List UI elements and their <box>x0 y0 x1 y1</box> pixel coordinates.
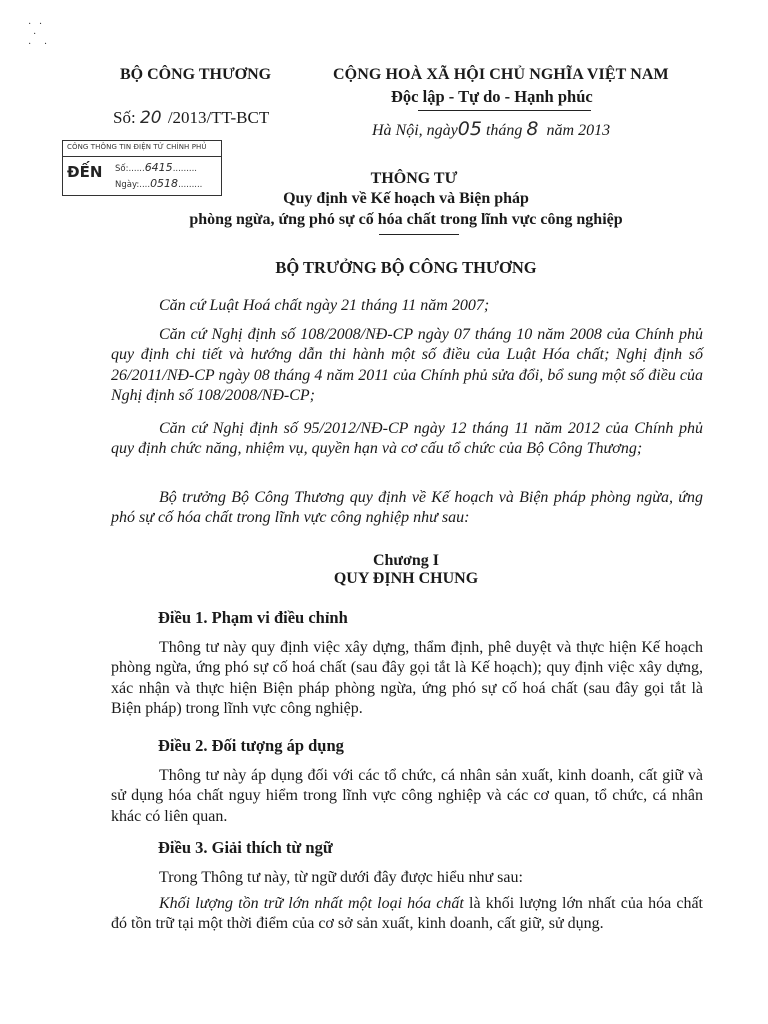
chapter-name: QUY ĐỊNH CHUNG <box>333 570 479 587</box>
preamble-paragraph <box>111 419 703 460</box>
article-body <box>111 868 703 888</box>
definition-paragraph <box>111 894 703 935</box>
preamble-text: Căn cứ Nghị định số 108/2008/NĐ-CP ngày 07 tháng 10 năm 2008 của Chính phủ quy định chi tiết và hướng dẫn thi hành một số điều của Luật Hóa chất; Nghị định số 26/2011/NĐ-CP ngày 08 tháng 4 năm 2011 của Chính phủ sửa đổi, bổ sung một số điều của Nghị định số 108/2008/NĐ-CP; <box>111 326 703 404</box>
stamp-number: Số:......6415......... <box>115 161 198 174</box>
date-month-handwritten: 8 <box>526 118 539 140</box>
issuer-name: BỘ CÔNG THƯƠNG <box>120 66 272 83</box>
preamble-paragraph <box>111 325 703 406</box>
preamble-paragraph <box>111 488 703 529</box>
article-body <box>111 638 703 719</box>
nation-name: CỘNG HOÀ XÃ HỘI CHỦ NGHĨA VIỆT NAM <box>333 66 669 83</box>
preamble-paragraph <box>111 296 703 316</box>
national-motto: Độc lập - Tự do - Hạnh phúc <box>391 87 593 106</box>
stamp-number-label: Số: <box>115 164 129 174</box>
definition-body: là khối lượng lớn nhất của hóa chất đó tồn trữ tại một thời điểm của cơ sở sản xuất, kinh doanh, cất giữ, sử dụng. <box>111 895 703 933</box>
document-type: THÔNG TƯ <box>370 170 458 187</box>
title-underline <box>379 234 459 235</box>
issuing-authority: BỘ TRƯỞNG BỘ CÔNG THƯƠNG <box>275 258 537 277</box>
document-number <box>113 108 269 128</box>
date-mid: tháng <box>485 122 523 139</box>
preamble-text: Căn cứ Nghị định số 95/2012/NĐ-CP ngày 12 tháng 11 năm 2012 của Chính phủ quy định chức năng, nhiệm vụ, quyền hạn và cơ cấu tổ chức của Bộ Công Thương; <box>111 420 703 458</box>
preamble-text: Bộ trưởng Bộ Công Thương quy định về Kế hoạch và Biện pháp phòng ngừa, ứng phó sự cố hóa chất trong lĩnh vực công nghiệp như sau: <box>111 489 703 527</box>
stamp-date: Ngày:....0518......... <box>115 177 203 190</box>
stamp-den-label: ĐẾN <box>67 163 103 181</box>
motto-underline <box>418 110 591 111</box>
stamp-date-label: Ngày: <box>115 180 140 190</box>
article-heading: Điều 3. Giải thích từ ngữ <box>158 838 333 857</box>
article-body <box>111 766 703 827</box>
stamp-divider <box>63 156 221 157</box>
stamp-number-value: 6415 <box>144 161 173 174</box>
issue-date <box>372 118 610 140</box>
definition-text <box>111 894 703 935</box>
date-prefix: Hà Nội, ngày <box>372 122 458 139</box>
stamp-date-value: 0518 <box>150 177 179 190</box>
definition-term: Khối lượng tồn trữ lớn nhất một loại hóa chất <box>159 895 464 912</box>
article-heading: Điều 2. Đối tượng áp dụng <box>158 736 344 755</box>
scan-specks: · · · · · <box>28 19 48 50</box>
article-text: Thông tư này quy định việc xây dựng, thẩm định, phê duyệt và thực hiện Kế hoạch phòng ngừa, ứng phó sự cố hoá chất (sau đây gọi tắt là Kế hoạch); quy định việc xây dựng, xác nhận và thực hiện Biện pháp phòng ngừa, ứng phó sự cố hoá chất (sau đây gọi tắt là Biện pháp) trong lĩnh vực công nghiệp. <box>111 639 703 717</box>
document-title-line1: Quy định về Kế hoạch và Biện pháp <box>283 190 529 207</box>
stamp-org: CÔNG THÔNG TIN ĐIỆN TỬ CHÍNH PHỦ <box>67 143 207 151</box>
article-text: Thông tư này áp dụng đối với các tổ chức, cá nhân sản xuất, kinh doanh, cất giữ và sử dụng hóa chất nguy hiểm trong lĩnh vực công nghiệp và các cơ quan, tổ chức, cá nhân khác có liên quan. <box>111 767 703 825</box>
article-heading: Điều 1. Phạm vi điều chỉnh <box>158 608 348 627</box>
chapter-number: Chương I <box>372 552 440 569</box>
date-day-handwritten: 05 <box>457 118 482 140</box>
date-suffix: năm 2013 <box>546 122 611 139</box>
article-text: Trong Thông tư này, từ ngữ dưới đây được hiểu như sau: <box>159 869 523 886</box>
doc-number-suffix: /2013/TT-BCT <box>167 108 270 127</box>
doc-number-prefix: Số: <box>113 108 136 127</box>
document-title-line2: phòng ngừa, ứng phó sự cố hóa chất trong lĩnh vực công nghiệp <box>189 211 623 228</box>
preamble-text: Căn cứ Luật Hoá chất ngày 21 tháng 11 năm 2007; <box>159 297 490 314</box>
doc-number-handwritten: 20 <box>139 108 162 128</box>
